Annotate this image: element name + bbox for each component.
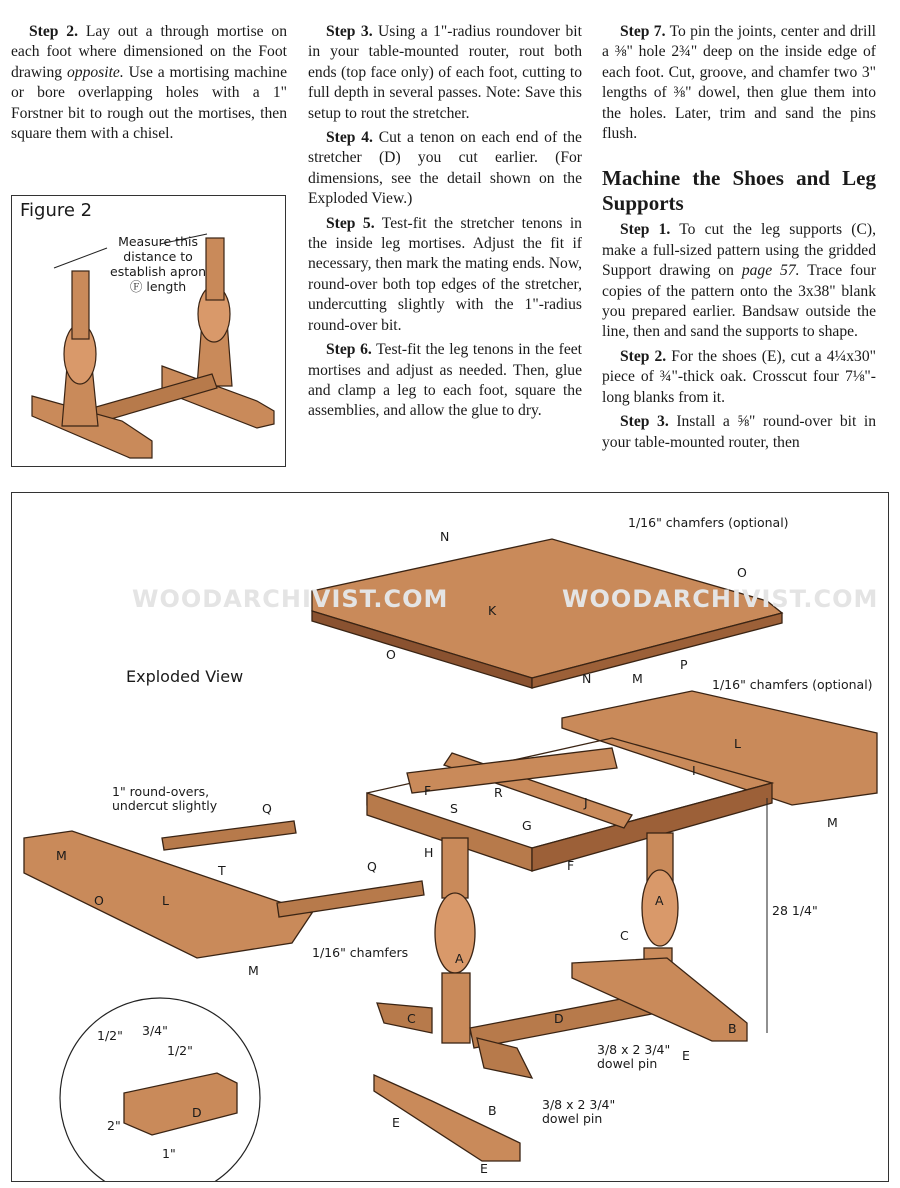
part-label-C-loose: C bbox=[407, 1011, 416, 1026]
part-label-M-bottom: M bbox=[248, 963, 259, 978]
dim-one-inch: 1" bbox=[162, 1146, 176, 1161]
part-label-O: O bbox=[737, 565, 747, 580]
part-label-O-left: O bbox=[386, 647, 396, 662]
part-label-A-right: A bbox=[655, 893, 664, 908]
slide-Q-upper bbox=[162, 821, 296, 850]
dim-half-1: 1/2" bbox=[97, 1028, 123, 1043]
height-label: 28 1/4" bbox=[772, 903, 818, 918]
figure-2 bbox=[11, 195, 286, 467]
part-label-E-lower: E bbox=[392, 1115, 400, 1130]
figure-2-callout: Measure this distance to establish apron Ⓕ length bbox=[110, 234, 207, 294]
exploded-view-figure bbox=[11, 492, 889, 1182]
part-label-L: L bbox=[734, 736, 741, 751]
part-label-K: K bbox=[488, 603, 497, 618]
text-column-3 bbox=[602, 22, 876, 453]
part-label-E-bottom: E bbox=[480, 1161, 488, 1176]
part-label-R: R bbox=[494, 785, 503, 800]
dowel-pin-label-1: 3/8 x 2 3/4" dowel pin bbox=[597, 1042, 671, 1071]
part-label-I: I bbox=[692, 763, 696, 778]
part-label-E: E bbox=[682, 1048, 690, 1063]
right-foot bbox=[572, 958, 747, 1041]
part-label-D-detail: D bbox=[192, 1105, 202, 1120]
part-label-M: M bbox=[632, 671, 643, 686]
part-label-N-lower: N bbox=[582, 671, 592, 686]
dim-two-inch: 2" bbox=[107, 1118, 121, 1133]
watermark-right: WOODARCHIVIST.COM bbox=[562, 585, 879, 613]
support-C-lower bbox=[477, 1038, 532, 1078]
leg-left-lower bbox=[442, 973, 470, 1043]
paragraph-step-7: Step 7. To pin the joints, center and drill a ⅜" hole 2¾" deep on the inside edge of each foot. Cut, groove, and chamfer two 3" lengths of ⅜" dowel, then glue them into the holes. Later, trim and sand the pins flush. bbox=[602, 23, 876, 143]
part-label-G: G bbox=[522, 818, 532, 833]
part-label-M-left: M bbox=[56, 848, 67, 863]
support-C-loose bbox=[377, 1003, 432, 1033]
part-label-N: N bbox=[440, 529, 450, 544]
dim-half-2: 1/2" bbox=[167, 1043, 193, 1058]
chamfers-optional-label-1: 1/16" chamfers (optional) bbox=[628, 515, 789, 530]
part-label-F-front: F bbox=[567, 858, 575, 873]
paragraph-step-5: Step 5. Test-fit the stretcher tenons in the inside leg mortises. Adjust the fit if necessary, then mark the mating ends. Now, round-over both top edges of the stretcher, undercutting slightly with the 1"-radius round-over bit. bbox=[308, 214, 582, 334]
part-label-J: J bbox=[584, 795, 588, 810]
dim-three-quarter: 3/4" bbox=[142, 1023, 168, 1038]
part-label-S: S bbox=[450, 801, 458, 816]
part-label-M-right: M bbox=[827, 815, 838, 830]
paragraph-step-3: Step 3. Using a 1"-radius roundover bit in your table-mounted router, rout both ends (top face only) of each foot, cutting to full depth in several passes. Note: Save this setup to rout the stretcher. bbox=[308, 23, 582, 122]
part-label-L-left: L bbox=[162, 893, 169, 908]
watermark-left: WOODARCHIVIST.COM bbox=[132, 585, 449, 613]
part-label-D: D bbox=[554, 1011, 564, 1026]
part-label-F: F bbox=[424, 783, 432, 798]
leg-right-turning bbox=[642, 870, 678, 946]
paragraph-step-6: Step 6. Test-fit the leg tenons in the feet mortises and adjust as needed. Then, glue and clamp a leg to each foot, square the assemblies, and allow the glue to dry. bbox=[308, 341, 582, 420]
paragraph-machine-step-3: Step 3. Install a ⅝" round-over bit in your table-mounted router, then bbox=[602, 413, 876, 451]
exploded-view-title: Exploded View bbox=[126, 667, 244, 686]
chamfers-label: 1/16" chamfers bbox=[312, 945, 409, 960]
section-heading: Machine the Shoes and Leg Supports bbox=[602, 166, 876, 216]
part-label-C: C bbox=[620, 928, 629, 943]
dowel-pin-label-2: 3/8 x 2 3/4" dowel pin bbox=[542, 1097, 616, 1126]
paragraph-step-2: Step 2. Lay out a through mortise on each foot where dimensioned on the Foot drawing opposite. Use a mortising machine or bore overlapping holes with a 1" Forstner bit to rough out the mortises, then square them with a chisel. bbox=[11, 23, 287, 143]
paragraph-step-4: Step 4. Cut a tenon on each end of the stretcher (D) you cut earlier. (For dimensions, see the detail shown on the Exploded View.) bbox=[308, 129, 582, 208]
part-label-B: B bbox=[728, 1021, 737, 1036]
part-label-T: T bbox=[218, 863, 226, 878]
paragraph-machine-step-2: Step 2. For the shoes (E), cut a 4¼x30" piece of ¾"-thick oak. Crosscut four 7⅛"-long blanks from it. bbox=[602, 347, 876, 406]
roundovers-label: 1" round-overs, undercut slightly bbox=[112, 784, 218, 813]
chamfers-optional-label-2: 1/16" chamfers (optional) bbox=[712, 677, 873, 692]
figure-2-title: Figure 2 bbox=[20, 200, 93, 221]
text-column-2 bbox=[308, 22, 582, 422]
back-leg-tenon bbox=[206, 238, 224, 300]
front-leg-tenon bbox=[72, 271, 89, 339]
part-label-O-leaf: O bbox=[94, 893, 104, 908]
paragraph-machine-step-1: Step 1. To cut the leg supports (C), make a full-sized pattern using the gridded Support drawing on page 57. Trace four copies of the pattern onto the 3x38" blank you prepared earlier. Bandsaw outside the line, then and sand the supports to shape. bbox=[602, 221, 877, 341]
part-label-P: P bbox=[680, 657, 688, 672]
part-label-Q-lower: Q bbox=[367, 859, 377, 874]
part-label-H: H bbox=[424, 845, 434, 860]
part-label-A: A bbox=[455, 951, 464, 966]
part-label-Q: Q bbox=[262, 801, 272, 816]
slide-Q-lower bbox=[277, 881, 424, 917]
text-column-1 bbox=[11, 22, 287, 144]
leg-left-upper bbox=[442, 838, 468, 898]
part-label-B-lower: B bbox=[488, 1103, 497, 1118]
